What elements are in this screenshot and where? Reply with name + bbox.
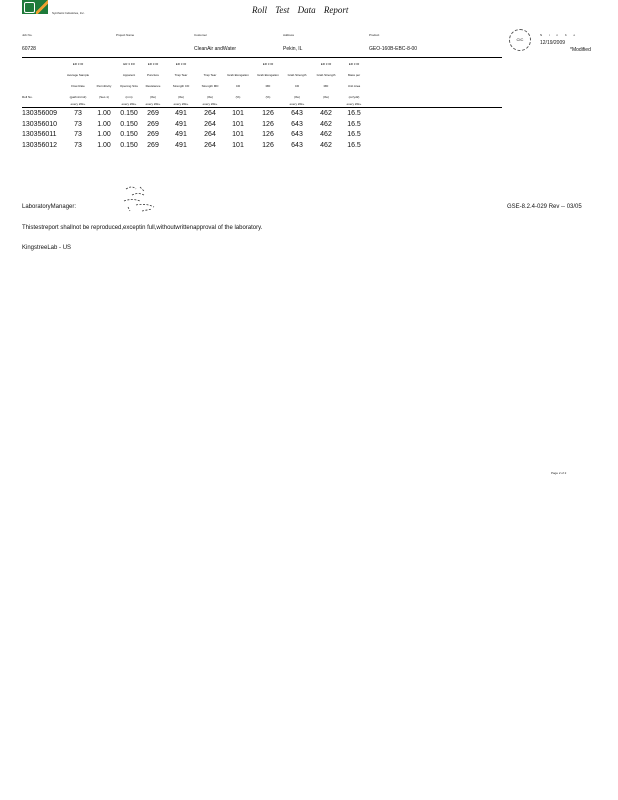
cell-str_md: 462 <box>320 110 332 117</box>
cell-aos: 0.150 <box>120 141 138 149</box>
cell-elong_md: 126 <box>262 120 274 128</box>
cell-elong_md: 126 <box>262 110 274 117</box>
column-header-weight-line: (oz/yd2) <box>348 95 360 99</box>
company-logo <box>22 0 48 14</box>
column-header-mass-line: (gal/min/m2) <box>69 95 87 99</box>
cell-str_md: 462 <box>320 141 332 149</box>
lab-name: KingstreeLab - US <box>22 245 72 251</box>
column-header-elong_cd-line: (%) <box>235 95 241 99</box>
column-header-tear_cd-line: Trap Tear <box>174 73 188 77</box>
customer-name: CleanAir andWater <box>194 46 237 52</box>
cell-str_cd: 643 <box>291 141 303 149</box>
cell-weight: 16.5 <box>347 110 361 117</box>
test-frequency: every 20k+ <box>145 102 161 106</box>
column-header-str_md-line: Grab Strength <box>316 73 336 77</box>
cell-punct: 269 <box>147 110 159 117</box>
column-header-tear_cd-line: ER 3 IR <box>175 62 187 66</box>
cell-roll: 130356012 <box>22 141 58 149</box>
column-header-perm-line: (Sec-1) <box>99 95 109 99</box>
column-header-aos-line: ER 3 FR <box>123 62 135 66</box>
cell-tear_cd: 491 <box>175 141 187 149</box>
cell-weight: 16.5 <box>347 131 361 138</box>
document-code: GSE-8.2.4-029 Rev -- 03/05 <box>507 204 582 210</box>
cell-str_cd: 643 <box>291 110 303 117</box>
lab-manager-label: LaboratoryManager: <box>22 204 77 210</box>
cell-aos: 0.150 <box>120 110 138 117</box>
column-header-weight-line: Unit Area <box>347 84 361 88</box>
table-row <box>22 109 502 119</box>
column-header-punct-line: Resistance <box>145 84 161 88</box>
cell-elong_cd: 101 <box>232 141 244 149</box>
cell-mass: 73 <box>74 141 82 149</box>
label-address: Address <box>283 33 295 37</box>
test-frequency: every 20k+ <box>70 102 86 106</box>
modified-note: *Modified <box>570 47 591 53</box>
test-frequency: every 20k+ <box>121 102 137 106</box>
job-number: 60728 <box>22 46 36 52</box>
table-row <box>22 120 502 130</box>
column-header-str_cd-line: Grab Strength <box>287 73 307 77</box>
cell-tear_md: 264 <box>204 141 216 149</box>
column-header-tear_md-line: Strength MD <box>201 84 219 88</box>
test-frequency: every 20k+ <box>346 102 362 106</box>
cell-perm: 1.00 <box>97 141 111 149</box>
cell-weight: 16.5 <box>347 120 361 128</box>
column-header-tear_md-line: Trap Tear <box>203 73 217 77</box>
cell-elong_cd: 101 <box>232 120 244 128</box>
column-header-weight-line: Mass per <box>347 73 361 77</box>
column-header-aos-line: (mm) <box>125 95 133 99</box>
cell-mass: 73 <box>74 110 82 117</box>
cell-str_cd: 643 <box>291 131 303 138</box>
column-header-punct-line: ER 3 IR <box>147 62 159 66</box>
column-header-punct-line: Puncture <box>146 73 159 77</box>
column-header-aos-line: Opening Size <box>119 84 138 88</box>
table-header-rule <box>22 107 502 108</box>
cell-punct: 269 <box>147 131 159 138</box>
cell-str_md: 462 <box>320 120 332 128</box>
column-header-elong_md-line: MD <box>265 84 271 88</box>
test-frequency: every 20k+ <box>173 102 189 106</box>
seal-caption: N i n b o <box>540 33 579 37</box>
page-number: Page 2 of 2 <box>551 471 567 475</box>
label-customer: Customer <box>194 33 208 37</box>
label-product: Product <box>369 33 380 37</box>
column-header-tear_cd-line: Strength CD <box>172 84 190 88</box>
product-code: GEO-160B-EBC-8-00 <box>369 46 418 52</box>
cell-str_cd: 643 <box>291 120 303 128</box>
cell-mass: 73 <box>74 120 82 128</box>
table-row <box>22 130 502 140</box>
column-header-str_md-line: (lbs) <box>323 95 329 99</box>
cell-tear_md: 264 <box>204 110 216 117</box>
column-header-elong_cd-line: Grab Elongation <box>227 73 249 77</box>
column-header-tear_cd-line: (lbs) <box>178 95 184 99</box>
column-header-weight-line: ER 3 IR <box>348 62 360 66</box>
label-project: Project Name <box>116 33 135 37</box>
cell-elong_md: 126 <box>262 131 274 138</box>
report-title: Roll Test Data Report <box>252 5 349 15</box>
report-date: 12/19/2009 <box>540 40 566 46</box>
column-header-elong_md-line: (%) <box>265 95 271 99</box>
cell-aos: 0.150 <box>120 131 138 138</box>
column-header-mass-line: Flow Rate <box>71 84 85 88</box>
column-header-elong_md-line: Grab Elongation <box>257 73 279 77</box>
test-frequency: every 20k+ <box>202 102 218 106</box>
test-frequency: every 20k+ <box>289 102 305 106</box>
label-job-no: Job No. <box>22 33 33 37</box>
logo-caption: Synthetic Industries, Inc. <box>52 11 85 15</box>
column-header-str_md-line: ER 3 IR <box>320 62 332 66</box>
cell-tear_cd: 491 <box>175 110 187 117</box>
column-header-elong_cd-line: CD <box>235 84 241 88</box>
column-header-perm-line: Permittivity <box>96 84 112 88</box>
cell-str_md: 462 <box>320 131 332 138</box>
column-header-str_cd-line: (lbs) <box>294 95 300 99</box>
cell-tear_md: 264 <box>204 131 216 138</box>
column-header-aos-line: Apparent <box>122 73 136 77</box>
cell-perm: 1.00 <box>97 120 111 128</box>
cell-tear_cd: 491 <box>175 131 187 138</box>
cell-weight: 16.5 <box>347 141 361 149</box>
cell-aos: 0.150 <box>120 120 138 128</box>
column-header-mass-line: ER 3 IR <box>72 62 84 66</box>
cell-perm: 1.00 <box>97 110 111 117</box>
column-header-str_md-line: MD <box>323 84 329 88</box>
disclaimer: Thistestreport shallnot be reproduced,exceptin full,withoutwrittenapproval of the laboratory. <box>22 225 263 231</box>
column-header-str_cd-line: CD <box>294 84 300 88</box>
location: Pekin, IL <box>283 46 303 52</box>
cell-tear_md: 264 <box>204 120 216 128</box>
cell-elong_cd: 101 <box>232 110 244 117</box>
cell-punct: 269 <box>147 120 159 128</box>
column-header-mass-line: Average Sample <box>66 73 90 77</box>
cell-perm: 1.00 <box>97 131 111 138</box>
table-row <box>22 141 502 151</box>
cell-roll: 130356010 <box>22 120 58 128</box>
cell-punct: 269 <box>147 141 159 149</box>
column-header-punct-line: (lbs) <box>150 95 156 99</box>
cell-mass: 73 <box>74 131 82 138</box>
column-header-roll-line: Roll No. <box>22 95 33 99</box>
cell-elong_md: 126 <box>262 141 274 149</box>
cell-roll: 130356009 <box>22 110 58 117</box>
signature-image <box>118 183 170 217</box>
certification-seal: CIC <box>509 29 531 51</box>
cell-elong_cd: 101 <box>232 131 244 138</box>
cell-roll: 130356011 <box>22 131 57 138</box>
cell-tear_cd: 491 <box>175 120 187 128</box>
header-rule <box>22 57 502 58</box>
column-header-tear_md-line: (lbs) <box>207 95 213 99</box>
column-header-elong_md-line: ER 3 IR <box>262 62 274 66</box>
